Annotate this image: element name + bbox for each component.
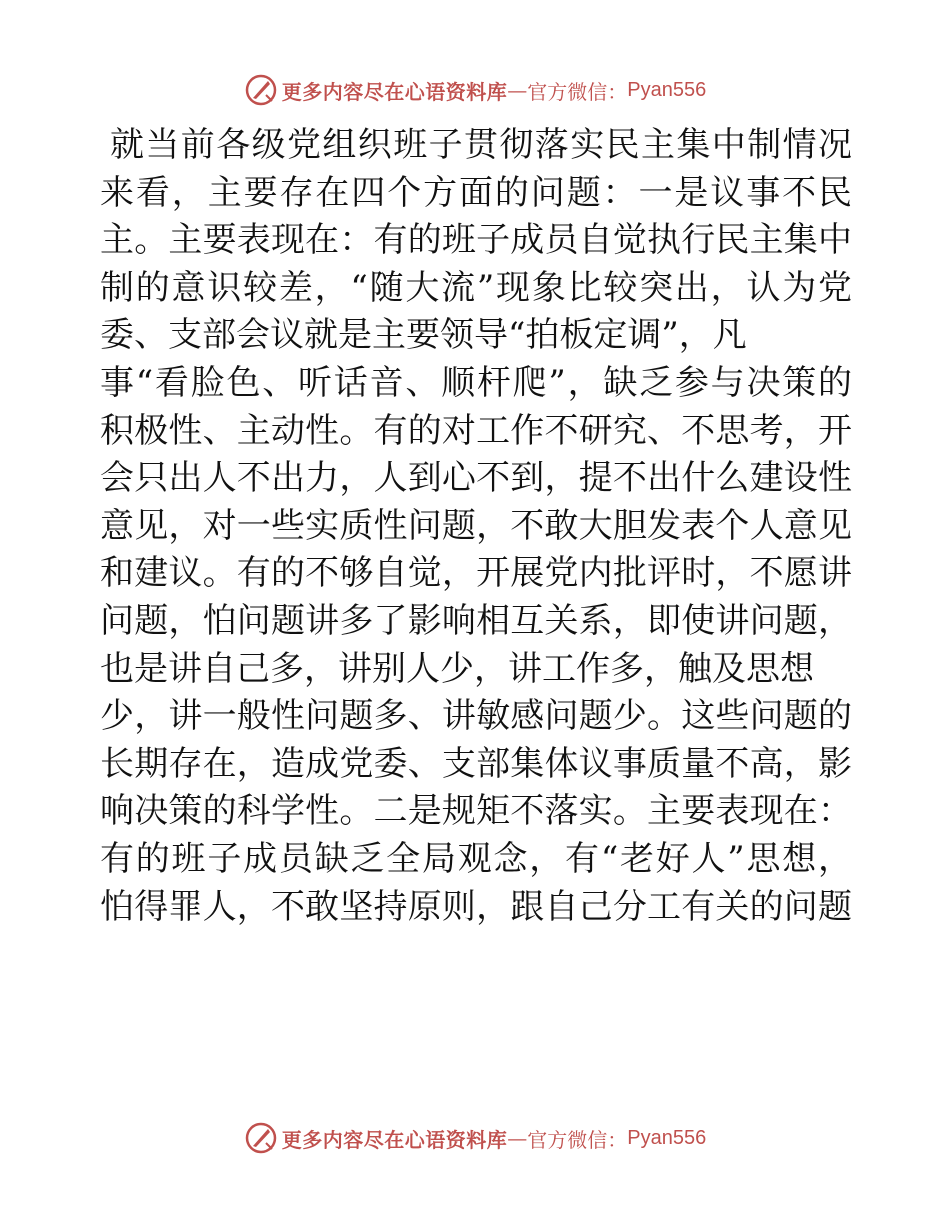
text-line: 少，讲一般性问题多、讲敏感问题少。这些问题的 [100, 696, 852, 737]
document-body [100, 122, 852, 931]
banner-text: 更多内容尽在心语资料库 [281, 1127, 508, 1152]
banner-separator: — [507, 1126, 528, 1150]
text-line: 主。主要表现在：有的班子成员自觉执行民主集中 [100, 220, 852, 261]
text-line: 问题，怕问题讲多了影响相互关系，即使讲问题， [100, 600, 852, 641]
quill-logo-icon [244, 1121, 278, 1155]
text-line: 响决策的科学性。二是规矩不落实。主要表现在： [100, 791, 852, 832]
text-line: 制的意识较差，“随大流”现象比较突出，认为党 [100, 267, 852, 308]
text-line: 长期存在，造成党委、支部集体议事质量不高，影 [100, 743, 852, 784]
banner-wechat-id: Pyan556 [627, 78, 707, 101]
banner-text: 更多内容尽在心语资料库 [281, 79, 508, 104]
banner-separator: — [507, 78, 528, 102]
text-line: 怕得罪人，不敢坚持原则，跟自己分工有关的问题 [100, 886, 852, 927]
text-line: 也是讲自己多，讲别人少，讲工作多，触及思想 [100, 648, 814, 689]
footer-banner [0, 1118, 950, 1158]
text-line: 事“看脸色、听话音、顺杆爬”，缺乏参与决策的 [100, 362, 852, 403]
text-line: 会只出人不出力，人到心不到，提不出什么建设性 [100, 458, 852, 499]
banner-wechat-id: Pyan556 [627, 1126, 707, 1149]
text-line: 积极性、主动性。有的对工作不研究、不思考，开 [100, 410, 852, 451]
banner-wechat-label: 官方微信： [527, 1127, 628, 1152]
text-line: 和建议。有的不够自觉，开展党内批评时，不愿讲 [100, 553, 852, 594]
text-line: 有的班子成员缺乏全局观念，有“老好人”思想， [100, 838, 852, 879]
quill-logo-icon [244, 73, 278, 107]
text-line: 就当前各级党组织班子贯彻落实民主集中制情况 [110, 125, 852, 165]
header-banner [0, 70, 950, 110]
text-line: 来看，主要存在四个方面的问题：一是议事不民 [100, 172, 852, 213]
banner-wechat-label: 官方微信： [527, 79, 628, 104]
text-line: 意见，对一些实质性问题，不敢大胆发表个人意见 [100, 505, 852, 546]
text-line: 委、支部会议就是主要领导“拍板定调”，凡 [100, 315, 747, 356]
